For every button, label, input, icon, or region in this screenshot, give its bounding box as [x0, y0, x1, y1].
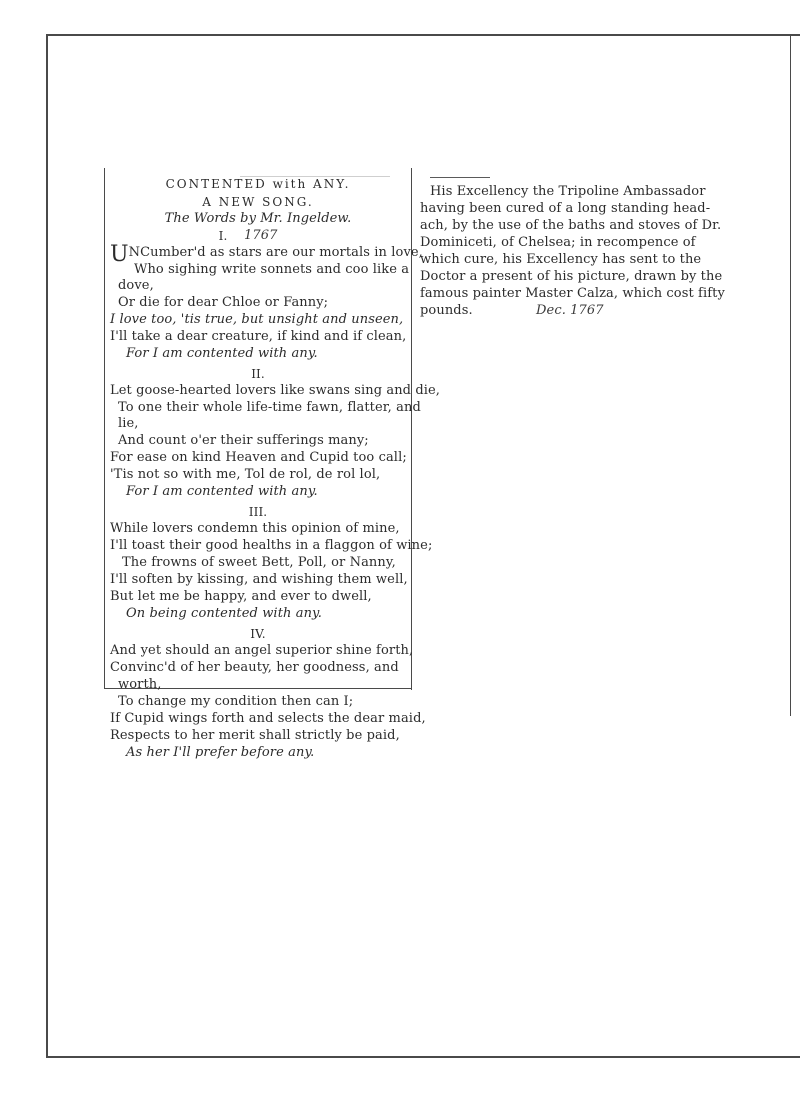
stanza-2-line-2: To one their whole life-time fawn, flatter, and [118, 400, 421, 415]
stanza-4-line-6: Respects to her merit shall strictly be paid, [110, 728, 400, 743]
poem-byline: The Words by Mr. Ingeldew. [164, 211, 352, 226]
news-line-3: ach, by the use of the baths and stoves of Dr. [420, 218, 722, 233]
poem-title: CONTENTED with ANY. [165, 177, 351, 191]
stanza-2-refrain: For I am contented with any. [126, 484, 318, 499]
outer-rule-bottom [46, 1056, 800, 1058]
stanza-2-number: II. [251, 367, 265, 381]
stanza-1-line-6: I'll take a dear creature, if kind and if clean, [110, 329, 407, 344]
stanza-1-line-1-text: NCumber'd as stars are our mortals in love, [128, 245, 423, 260]
stanza-3-line-5: But let me be happy, and ever to dwell, [110, 589, 372, 604]
stanza-2-line-1: Let goose-hearted lovers like swans sing and die, [110, 383, 441, 398]
news-line-4: Dominiceti, of Chelsea; in recompence of [420, 235, 696, 250]
stanza-3-number: III. [248, 505, 268, 519]
handwritten-date: Dec. 1767 [536, 303, 604, 318]
news-line-5: which cure, his Excellency has sent to the [420, 252, 702, 267]
outer-rule-left [46, 34, 48, 1058]
news-line-6: Doctor a present of his picture, drawn by the [420, 269, 723, 284]
torn-top-mark [430, 177, 490, 178]
stanza-2-line-4: And count o'er their sufferings many; [118, 433, 369, 448]
stanza-4-refrain: As her I'll prefer before any. [126, 745, 315, 760]
stanza-3-refrain: On being contented with any. [126, 606, 322, 621]
stanza-2-line-5: For ease on kind Heaven and Cupid too call; [110, 450, 407, 465]
clipping-left-rule [104, 168, 105, 688]
stanza-1-number: I. [218, 229, 228, 243]
stanza-4-line-2: Convinc'd of her beauty, her goodness, and [110, 660, 399, 675]
stanza-1-line-2: Who sighing write sonnets and coo like a [134, 262, 410, 277]
news-line-2: having been cured of a long standing head- [420, 201, 711, 216]
news-line-1: His Excellency the Tripoline Ambassador [430, 184, 706, 199]
news-line-7: famous painter Master Calza, which cost fifty [420, 286, 725, 301]
news-line-8: pounds. [420, 303, 473, 318]
stanza-1-refrain: For I am contented with any. [126, 346, 318, 361]
stanza-4-line-1: And yet should an angel superior shine forth, [110, 643, 414, 658]
stanza-1-line-3: dove, [118, 278, 154, 293]
stanza-4-line-3: worth, [118, 677, 162, 692]
stanza-3-line-1: While lovers condemn this opinion of mine, [110, 521, 400, 536]
poem-subtitle: A NEW SONG. [202, 195, 314, 209]
right-edge-rule [790, 36, 791, 716]
stanza-1-line-4: Or die for dear Chloe or Fanny; [118, 295, 329, 310]
stanza-3-line-2: I'll toast their good healths in a flaggon of wine; [110, 538, 433, 553]
stanza-4-number: IV. [250, 627, 266, 641]
stanza-2-line-6: 'Tis not so with me, Tol de rol, de rol lol, [110, 467, 381, 482]
stanza-3-line-4: I'll soften by kissing, and wishing them well, [110, 572, 408, 587]
stanza-4-line-5: If Cupid wings forth and selects the dear maid, [110, 711, 426, 726]
stanza-1-line-5: I love too, 'tis true, but unsight and unseen, [110, 312, 404, 327]
drop-cap: U [110, 242, 129, 267]
stanza-2-line-3: lie, [118, 416, 139, 431]
handwritten-year: 1767 [244, 228, 278, 243]
stanza-4-line-4: To change my condition then can I; [118, 694, 354, 709]
outer-rule-top [46, 34, 800, 36]
stanza-3-line-3: The frowns of sweet Bett, Poll, or Nanny, [122, 555, 396, 570]
